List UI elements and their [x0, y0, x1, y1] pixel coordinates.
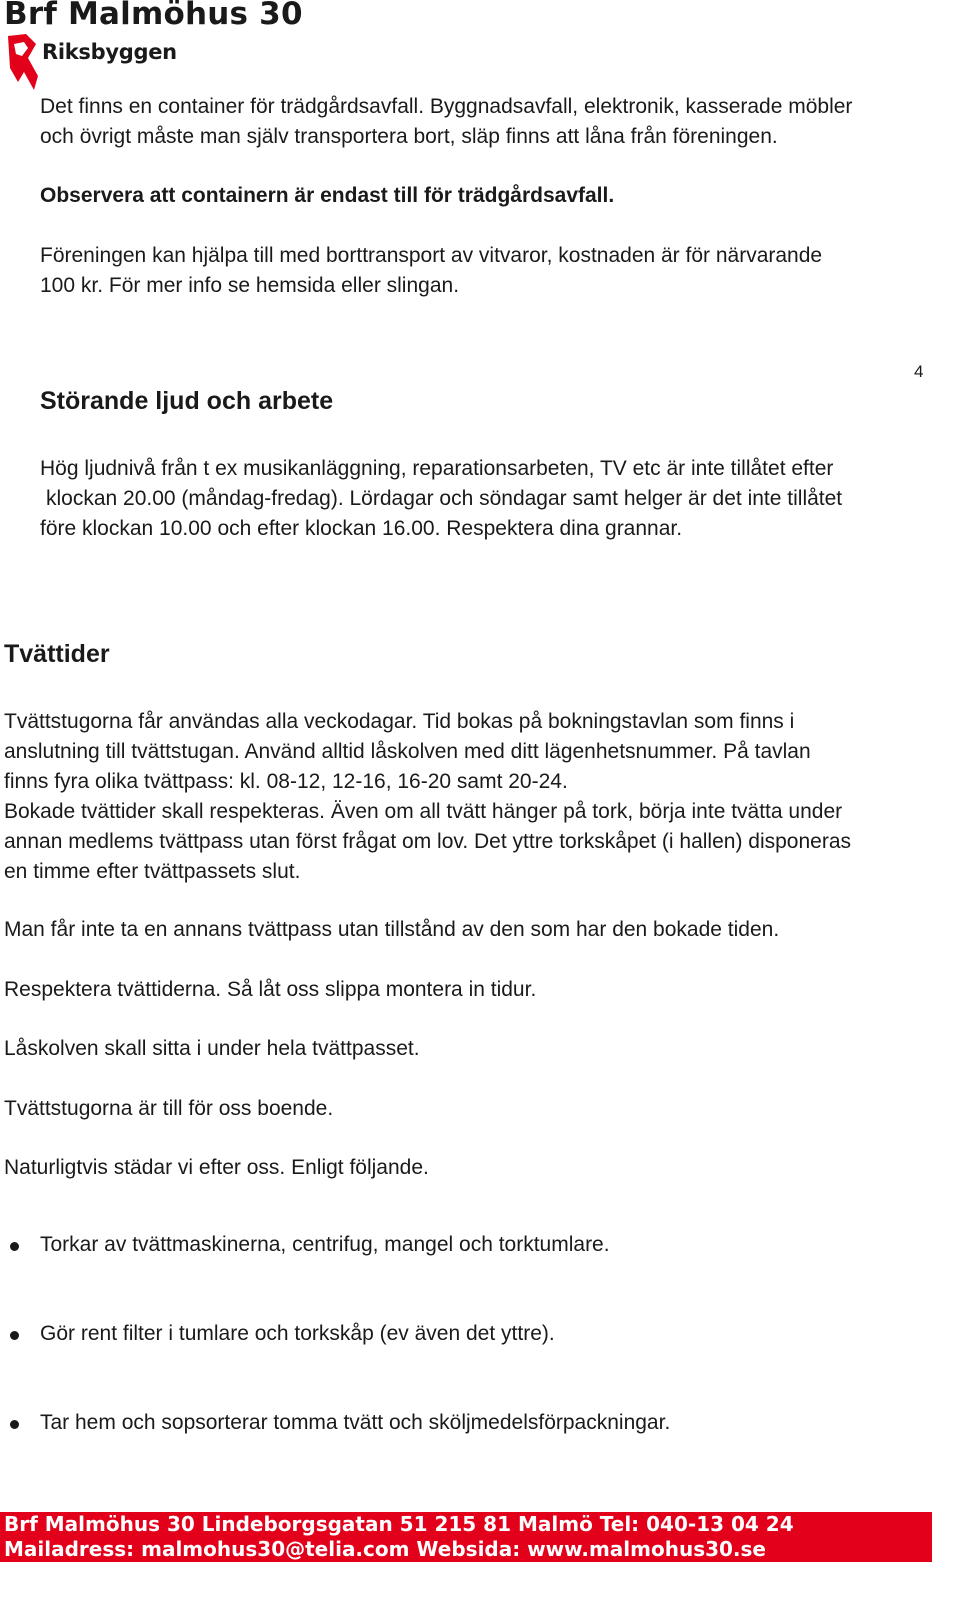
text-line: 100 kr. För mer info se hemsida eller slingan. — [40, 274, 460, 297]
laundry-paragraph: Låskolven skall sitta i under hela tvättpasset. — [4, 1037, 420, 1060]
logo-text: Riksbyggen — [42, 40, 177, 64]
list-item-text: Torkar av tvättmaskinerna, centrifug, mangel och torktumlare. — [40, 1233, 610, 1256]
garden-waste-notice: Observera att containern är endast till för trädgårdsavfall. — [40, 184, 615, 207]
footer-contact: Mailadress: malmohus30@telia.com Websida: www.malmohus30.se — [4, 1537, 766, 1561]
text-line: Föreningen kan hjälpa till med borttransport av vitvaror, kostnaden är för närvarande — [40, 244, 823, 267]
text-line: en timme efter tvättpassets slut. — [4, 860, 301, 883]
text-line: Bokade tvättider skall respekteras. Även om all tvätt hänger på tork, börja inte tvätta under — [4, 800, 843, 823]
document-title: Brf Malmöhus 30 — [4, 0, 303, 32]
text-line: Tvättstugorna får användas alla veckodagar. Tid bokas på bokningstavlan som finns i — [4, 710, 795, 733]
text-line: finns fyra olika tvättpass: kl. 08-12, 12-16, 16-20 samt 20-24. — [4, 770, 568, 793]
riksbyggen-logo — [6, 32, 196, 92]
riksbyggen-logo-icon — [6, 32, 40, 92]
text-line: Hög ljudnivå från t ex musikanläggning, reparationsarbeten, TV etc är inte tillåtet efter — [40, 457, 834, 480]
waste-paragraph — [40, 92, 852, 152]
text-line: annan medlems tvättpass utan först frågat om lov. Det yttre torkskåpet (i hallen) disponeras — [4, 830, 852, 853]
footer-address: Brf Malmöhus 30 Lindeborgsgatan 51 215 81 Malmö Tel: 040-13 04 24 — [4, 1512, 794, 1536]
laundry-heading: Tvättider — [4, 640, 110, 668]
noise-heading: Störande ljud och arbete — [40, 387, 334, 415]
laundry-paragraph: Man får inte ta en annans tvättpass utan tillstånd av den som har den bokade tiden. — [4, 918, 780, 941]
appliance-removal-paragraph — [40, 241, 822, 301]
list-item-text: Tar hem och sopsorterar tomma tvätt och sköljmedelsförpackningar. — [40, 1411, 671, 1434]
text-line: klockan 20.00 (måndag-fredag). Lördagar och söndagar samt helger är det inte tillåtet — [46, 487, 843, 510]
text-line: före klockan 10.00 och efter klockan 16.00. Respektera dina grannar. — [40, 517, 683, 540]
list-item-text: Gör rent filter i tumlare och torkskåp (ev även det yttre). — [40, 1322, 555, 1345]
bullet-icon — [10, 1242, 19, 1251]
page-number: 4 — [914, 362, 924, 381]
laundry-paragraph: Tvättstugorna är till för oss boende. — [4, 1097, 334, 1120]
laundry-paragraph: Respektera tvättiderna. Så låt oss slippa montera in tidur. — [4, 978, 537, 1001]
text-line: Det finns en container för trädgårdsavfall. Byggnadsavfall, elektronik, kasserade möbler — [40, 95, 853, 118]
laundry-paragraph: Naturligtvis städar vi efter oss. Enligt följande. — [4, 1156, 429, 1179]
text-line: och övrigt måste man själv transportera bort, släp finns att låna från föreningen. — [40, 125, 778, 148]
bullet-icon — [10, 1420, 19, 1429]
footer-bar — [0, 1512, 932, 1562]
laundry-rules-paragraph — [4, 707, 851, 887]
bullet-icon — [10, 1331, 19, 1340]
text-line: anslutning till tvättstugan. Använd alltid låskolven med ditt lägenhetsnummer. På tavlan — [4, 740, 811, 763]
noise-paragraph — [40, 454, 842, 544]
